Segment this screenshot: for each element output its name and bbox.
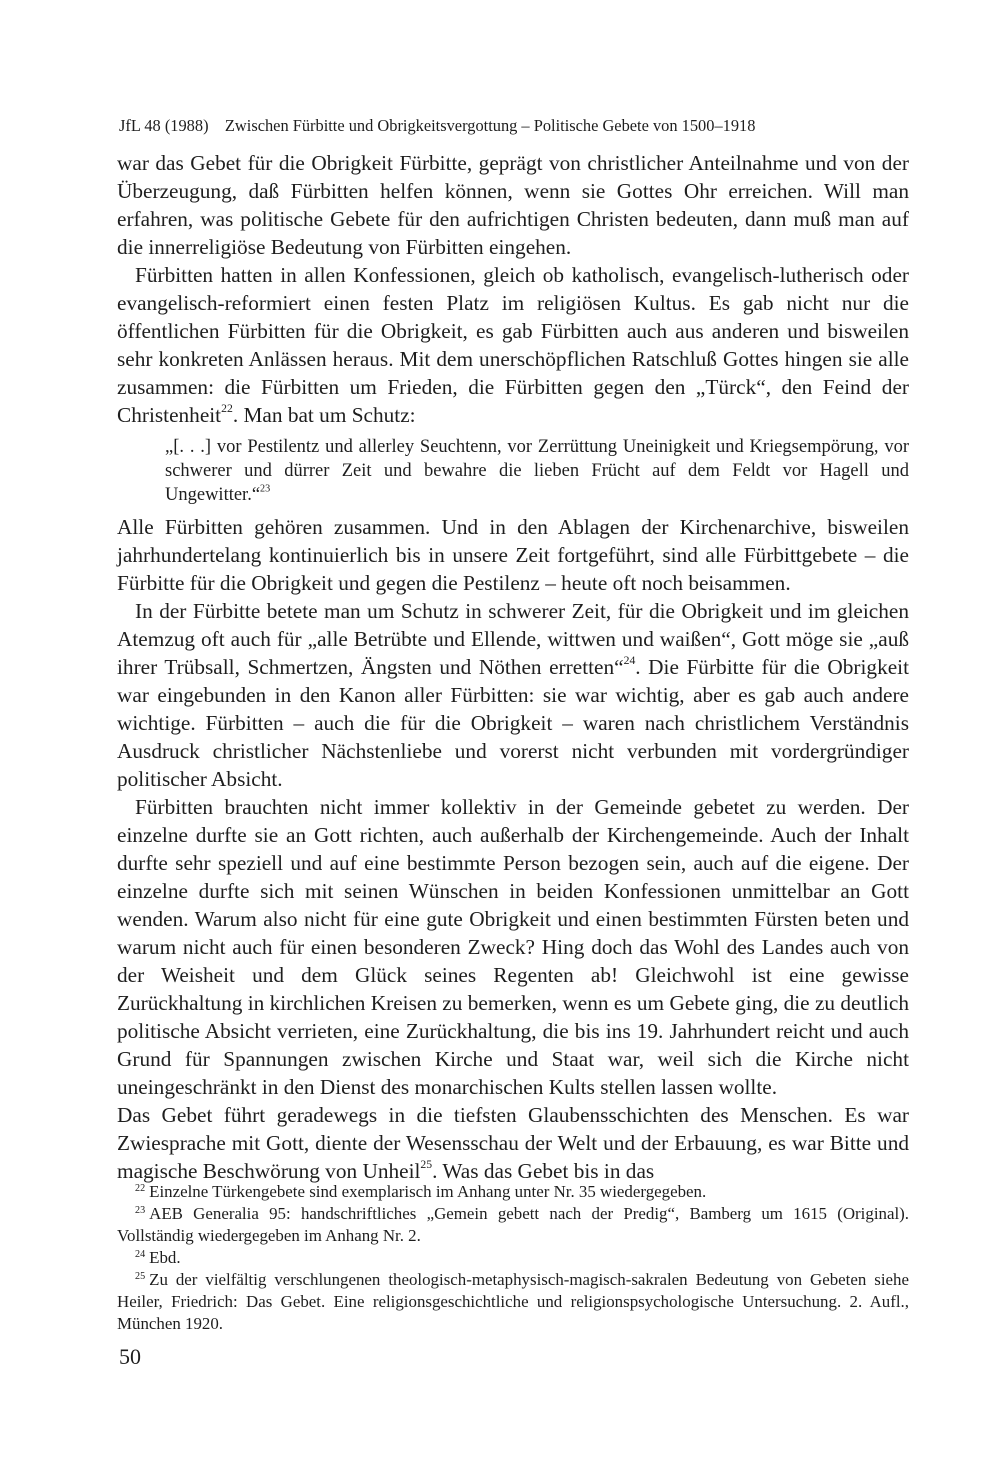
paragraph [117,793,909,1101]
footnote-text: AEB Generalia 95: handschriftliches „Gemein gebett nach der Predig“, Bamberg um 1615 (Original). Vollständig wiedergegeben im Anhang Nr. 2. [117,1204,909,1245]
footnote-text: Zu der vielfältig verschlungenen theologisch-metaphysisch-magisch-sakralen Bedeutung von Gebeten siehe Heiler, Friedrich: Das Gebet. Eine religionsgeschichtliche und religionspsychologische Untersuchung. 2. Aufl., München 1920. [117,1270,909,1333]
paragraph-text: . Was das Gebet bis in das [432,1159,655,1183]
footnotes [117,1181,909,1335]
footnote-number: 22 [135,1182,146,1194]
paragraph-text: . Man bat um Schutz: [232,403,416,427]
paragraph-text: In der Fürbitte betete man um Schutz in schwerer Zeit, für die Obrigkeit und im gleichen Atemzug oft auch für „alle Betrübte und Ellende, wittwen und waißen“, Gott möge sie „auß ihrer Trübsall, Schmertzen, Ängsten und Nöthen erretten“ [117,599,909,679]
block-quote [165,435,909,507]
paragraph-text: Alle Fürbitten gehören zusammen. Und in den Ablagen der Kirchenarchive, bisweilen jahrhundertelang kontinuierlich bis in unsere Zeit fortgeführt, sind alle Fürbittgebete – die Fürbitte für die Obrigkeit und gegen die Pestilenz – heute oft noch beisammen. [117,515,909,595]
paragraph-text: Das Gebet führt geradewegs in die tiefsten Glaubensschichten des Menschen. Es war Zwiesprache mit Gott, diente der Wesensschau der Welt und der Erbauung, es war Bitte und magische Beschwörung von Unheil [117,1103,909,1183]
footnote-text: Einzelne Türkengebete sind exemplarisch im Anhang unter Nr. 35 wiedergegeben. [149,1182,707,1201]
paragraph [117,597,909,793]
footnote-number: 24 [135,1248,146,1260]
footnote [117,1269,909,1335]
paragraph [117,149,909,261]
paragraph [117,513,909,597]
footnote-ref[interactable]: 24 [623,654,636,668]
running-head: JfL 48 (1988) Zwischen Fürbitte und Obrigkeitsvergottung – Politische Gebete von 1500–1918 [119,116,756,135]
paragraph-text: Fürbitten hatten in allen Konfessionen, gleich ob katholisch, evangelisch-lutherisch oder evangelisch-reformiert einen festen Platz im religiösen Kultus. Es gab nicht nur die öffentlichen Fürbitten für die Obrigkeit, es gab Fürbitten auch aus anderen und bisweilen sehr konkreten Anlässen heraus. Mit dem unerschöpflichen Ratschluß Gottes hingen sie alle zusammen: die Fürbitten um Frieden, die Fürbitten gegen den „Türck“, den Feind der Christenheit [117,263,909,427]
quote-text: „[. . .] vor Pestilentz und allerley Seuchtenn, vor Zerrüttung Uneinigkeit und Kriegsempörung, vor schwerer und dürrer Zeit und bewahre die lieben Frücht auf dem Feldt vor Hagell und Ungewitter.“ [165,437,909,505]
footnote-ref[interactable]: 22 [221,402,233,416]
paragraph-text: . Die Fürbitte für die Obrigkeit war eingebunden in den Kanon aller Fürbitten: sie war wichtig, aber es gab auch andere wichtige. Fürbitten – auch die für die Obrigkeit – waren nach christlichem Verständnis Ausdruck christlicher Nächstenliebe und vorerst nicht verbunden mit vordergründiger politischer Absicht. [117,655,910,791]
paragraph-text: Fürbitten brauchten nicht immer kollektiv in der Gemeinde gebetet zu werden. Der einzelne durfte sie an Gott richten, auch außerhalb der Kirchengemeinde. Auch der Inhalt durfte sehr speziell und auf eine bestimmte Person bezogen sein, auch auf die eigene. Der einzelne durfte sich mit seinen Wünschen in beiden Konfessionen unmittelbar an Gott wenden. Warum also nicht für eine gute Obrigkeit und einen bestimmten Fürsten beten und warum nicht auch für einen besonderen Zweck? Hing doch das Wohl des Landes auch von der Weisheit und dem Glück seines Regenten ab! Gleichwohl ist eine gewisse Zurückhaltung in kirchlichen Kreisen zu bemerken, wenn es um Gebete ging, die zu deutlich politische Absicht verrieten, eine Zurückhaltung, die bis ins 19. Jahrhundert reicht und auch Grund für Spannungen zwischen Kirche und Staat war, weil sich die Kirche nicht uneingeschränkt in den Dienst des monarchischen Kults stellen lassen wollte. [117,795,909,1099]
footnote-number: 25 [135,1270,146,1282]
paragraph [117,261,909,429]
footnote [117,1247,909,1269]
page-number: 50 [119,1344,141,1369]
main-text [117,149,909,1185]
paragraph [117,1101,909,1185]
footnote-number: 23 [135,1204,146,1216]
footnote-ref[interactable]: 23 [260,483,271,495]
footnote-text: Ebd. [149,1248,181,1267]
footnote [117,1181,909,1203]
paragraph-text: war das Gebet für die Obrigkeit Fürbitte, geprägt von christlicher Anteilnahme und von der Überzeugung, daß Fürbitten helfen können, wenn sie Gottes Ohr erreichen. Will man erfahren, was politische Gebete für den aufrichtigen Christen bedeuten, dann muß man auf die innerreligiöse Bedeutung von Fürbitten eingehen. [117,151,909,259]
footnote [117,1203,909,1247]
footnote-ref[interactable]: 25 [420,1158,433,1172]
